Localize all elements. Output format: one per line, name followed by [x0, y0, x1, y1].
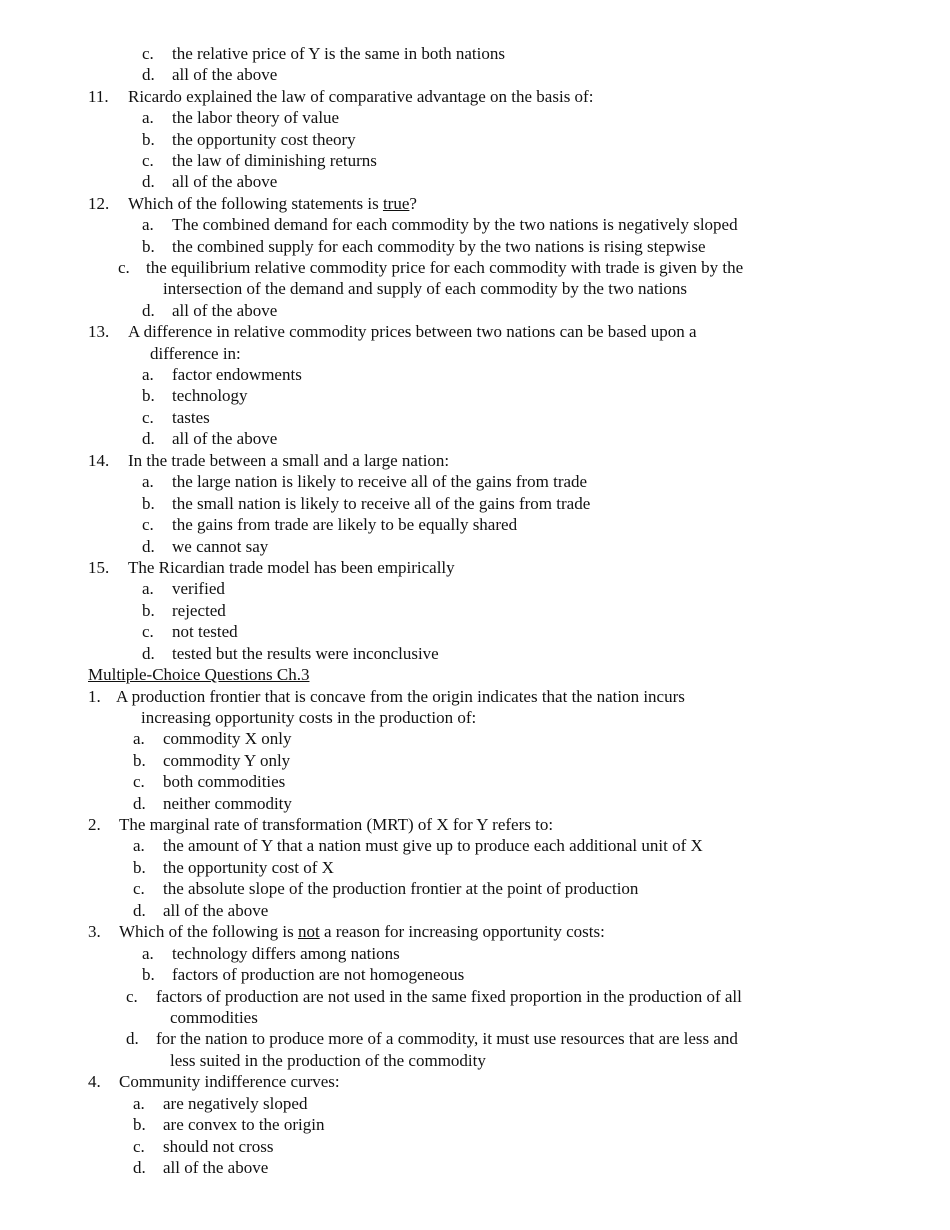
question-15	[88, 558, 455, 578]
option-d	[133, 901, 268, 921]
option-text: the gains from trade are likely to be equally shared	[172, 515, 518, 534]
ch3-question-4	[88, 1072, 340, 1092]
option-label: d.	[142, 172, 155, 191]
option-a	[142, 944, 400, 964]
question-continuation: difference in:	[150, 344, 241, 363]
option-text: rejected	[172, 601, 226, 620]
option-d-continuation: less suited in the production of the commodity	[170, 1051, 486, 1070]
option-label: c.	[142, 408, 154, 427]
option-d	[142, 172, 277, 192]
option-text: both commodities	[163, 772, 286, 791]
question-number: 3.	[88, 922, 101, 941]
option-label: c.	[133, 772, 145, 791]
question-text: Which of the following is	[119, 922, 298, 941]
option-label: d.	[133, 794, 146, 813]
option-d	[142, 301, 277, 321]
option-d	[126, 1029, 738, 1049]
option-text: commodity X only	[163, 729, 292, 748]
question-number: 1.	[88, 687, 101, 706]
option-c	[142, 622, 238, 642]
option-label: b.	[142, 130, 155, 149]
option-label: b.	[133, 858, 146, 877]
option-a	[142, 215, 738, 235]
option-c	[133, 772, 285, 792]
option-b	[133, 751, 290, 771]
option-label: b.	[142, 494, 155, 513]
option-text: the relative price of Y is the same in both nations	[172, 44, 505, 63]
option-c-continuation: commodities	[170, 1008, 258, 1027]
question-continuation: increasing opportunity costs in the production of:	[141, 708, 477, 727]
option-text: verified	[172, 579, 225, 598]
option-text: not tested	[172, 622, 238, 641]
option-b	[142, 965, 464, 985]
option-label: c.	[142, 622, 154, 641]
option-label: c.	[118, 258, 130, 277]
option-c	[142, 515, 517, 535]
option-label: a.	[142, 944, 154, 963]
option-label: d.	[142, 537, 155, 556]
option-label: a.	[133, 729, 145, 748]
option-label: d.	[142, 429, 155, 448]
option-d	[142, 537, 268, 557]
option-label: c.	[142, 44, 154, 63]
ch3-question-2	[88, 815, 553, 835]
option-label: b.	[142, 237, 155, 256]
option-label: a.	[142, 108, 154, 127]
option-label: a.	[142, 579, 154, 598]
question-13	[88, 322, 697, 342]
ch3-question-3	[88, 922, 605, 942]
option-label: b.	[142, 601, 155, 620]
option-text: we cannot say	[172, 537, 269, 556]
option-b	[142, 386, 248, 406]
option-label: b.	[133, 751, 146, 770]
option-a	[133, 836, 703, 856]
option-d	[142, 429, 277, 449]
option-label: d.	[142, 301, 155, 320]
question-12	[88, 194, 417, 214]
option-a	[133, 729, 291, 749]
option-label: a.	[142, 365, 154, 384]
option-text: the amount of Y that a nation must give up to produce each additional unit of X	[163, 836, 703, 855]
option-text: the opportunity cost of X	[163, 858, 334, 877]
option-label: d.	[142, 65, 155, 84]
ch3-question-1	[88, 687, 685, 707]
option-label: c.	[142, 515, 154, 534]
option-text: tastes	[172, 408, 210, 427]
option-label: b.	[142, 965, 155, 984]
question-text: The marginal rate of transformation (MRT) of X for Y refers to:	[119, 815, 554, 834]
option-d	[142, 644, 439, 664]
option-b	[133, 1115, 324, 1135]
option-label: a.	[133, 1094, 145, 1113]
option-b	[142, 494, 590, 514]
option-text: the large nation is likely to receive all of the gains from trade	[172, 472, 588, 491]
option-a	[133, 1094, 307, 1114]
option-text: all of the above	[172, 429, 278, 448]
option-text: should not cross	[163, 1137, 274, 1156]
option-text: The combined demand for each commodity by the two nations is negatively sloped	[172, 215, 738, 234]
option-text: the small nation is likely to receive all of the gains from trade	[172, 494, 591, 513]
option-a	[142, 472, 587, 492]
option-c	[133, 879, 638, 899]
option-c	[118, 258, 743, 278]
option-c	[133, 1137, 274, 1157]
option-label: d.	[133, 1158, 146, 1177]
option-c-continuation: intersection of the demand and supply of each commodity by the two nations	[163, 279, 688, 298]
option-label: a.	[142, 215, 154, 234]
question-text: Ricardo explained the law of comparative advantage on the basis of:	[128, 87, 594, 106]
option-text: technology differs among nations	[172, 944, 400, 963]
question-text: Which of the following statements is	[128, 194, 383, 213]
option-label: c.	[126, 987, 138, 1006]
option-text: all of the above	[172, 172, 278, 191]
option-label: c.	[142, 151, 154, 170]
option-text: for the nation to produce more of a commodity, it must use resources that are less and	[156, 1029, 738, 1048]
option-a	[142, 365, 302, 385]
option-b	[142, 237, 706, 257]
option-text: the opportunity cost theory	[172, 130, 356, 149]
option-label: a.	[133, 836, 145, 855]
option-b	[142, 601, 226, 621]
option-text: all of the above	[172, 65, 278, 84]
option-text: neither commodity	[163, 794, 292, 813]
question-number: 4.	[88, 1072, 101, 1091]
option-a	[142, 579, 225, 599]
option-text: all of the above	[172, 301, 278, 320]
option-c	[126, 987, 742, 1007]
question-number: 11.	[88, 87, 109, 106]
question-number: 12.	[88, 194, 110, 213]
question-number: 15.	[88, 558, 110, 577]
question-text: The Ricardian trade model has been empirically	[128, 558, 455, 577]
emphasis-not: not	[297, 922, 320, 941]
option-label: d.	[142, 644, 155, 663]
option-text: commodity Y only	[163, 751, 291, 770]
option-d	[133, 794, 292, 814]
option-label: b.	[133, 1115, 146, 1134]
option-c	[142, 151, 377, 171]
option-text: technology	[172, 386, 248, 405]
option-label: c.	[133, 1137, 145, 1156]
option-text: factor endowments	[172, 365, 302, 384]
question-text: In the trade between a small and a large nation:	[128, 451, 450, 470]
question-text: Community indifference curves:	[119, 1072, 340, 1091]
question-text-end: ?	[409, 194, 417, 213]
question-text: A production frontier that is concave from the origin indicates that the nation incurs	[116, 687, 685, 706]
question-text: A difference in relative commodity prices between two nations can be based upon a	[128, 322, 697, 341]
question-11	[88, 87, 593, 107]
emphasis-true: true	[382, 194, 410, 213]
option-c	[142, 44, 505, 64]
option-label: d.	[133, 901, 146, 920]
option-text: all of the above	[163, 901, 269, 920]
option-label: d.	[126, 1029, 139, 1048]
option-text: factors of production are not homogeneous	[172, 965, 465, 984]
option-c	[142, 408, 210, 428]
option-text: the absolute slope of the production frontier at the point of production	[163, 879, 639, 898]
option-d	[142, 65, 277, 85]
section-heading: Multiple-Choice Questions Ch.3	[88, 665, 310, 684]
option-text: all of the above	[163, 1158, 269, 1177]
option-text: factors of production are not used in the same fixed proportion in the production of all	[156, 987, 742, 1006]
option-text: are negatively sloped	[163, 1094, 308, 1113]
question-text-end: a reason for increasing opportunity costs:	[319, 922, 605, 941]
option-d	[133, 1158, 268, 1178]
option-text: the labor theory of value	[172, 108, 340, 127]
option-text: the equilibrium relative commodity price for each commodity with trade is given by the	[146, 258, 744, 277]
option-text: are convex to the origin	[163, 1115, 325, 1134]
question-number: 13.	[88, 322, 110, 341]
option-b	[133, 858, 334, 878]
option-text: tested but the results were inconclusive	[172, 644, 439, 663]
option-label: a.	[142, 472, 154, 491]
option-label: b.	[142, 386, 155, 405]
question-number: 14.	[88, 451, 110, 470]
option-a	[142, 108, 339, 128]
option-label: c.	[133, 879, 145, 898]
option-text: the law of diminishing returns	[172, 151, 377, 170]
question-14	[88, 451, 449, 471]
option-text: the combined supply for each commodity by the two nations is rising stepwise	[172, 237, 706, 256]
option-b	[142, 130, 356, 150]
question-number: 2.	[88, 815, 101, 834]
